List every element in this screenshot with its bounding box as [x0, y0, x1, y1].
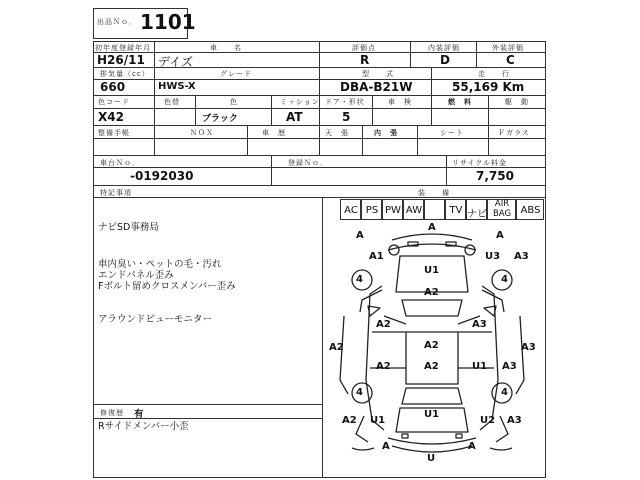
chassis-label: 車台Ｎｏ．: [100, 159, 140, 167]
mark-u3: U3: [485, 251, 501, 262]
nox-label: ＮＯＸ: [190, 129, 214, 137]
equip-pw: PW: [385, 205, 401, 216]
remark-line-3: エンドパネル歪み: [98, 270, 174, 281]
grade-label: グレード: [220, 70, 252, 78]
equip-ps: PS: [365, 205, 379, 216]
mark-a3-right-door-front: A3: [472, 319, 487, 330]
registration-label: 登録Ｎｏ．: [288, 159, 328, 167]
grade-value: HWS-X: [158, 81, 196, 92]
interior-label: 内装評価: [428, 44, 460, 52]
equipment-label: 装 備: [418, 189, 450, 197]
mark-a2-left-door-front: A2: [376, 319, 391, 330]
exterior-label: 外装評価: [492, 44, 524, 52]
mark-u1-right-door-rear: U1: [472, 361, 488, 372]
mark-rear-center: U: [427, 453, 436, 464]
color-no-label: 色替: [164, 98, 180, 106]
remark-line-2: 車内臭い・ペットの毛・汚れ: [98, 259, 222, 270]
door-shape-label: ドア・形状: [325, 98, 365, 106]
mark-a2-hood: A2: [424, 287, 439, 298]
mileage-label: 走 行: [478, 70, 510, 78]
service-book-label: 整備手帳: [98, 129, 130, 137]
repair-note: Rサイドメンバー小歪: [98, 421, 189, 432]
mark-front-right: A: [496, 230, 504, 241]
interior-grade: D: [440, 53, 450, 67]
lot-number: 1101: [140, 10, 196, 34]
year-value: H26/11: [97, 53, 145, 67]
mark-a3-right-outer: A3: [521, 342, 536, 353]
mark-a3-right-rear: A3: [502, 361, 517, 372]
lot-label: 出品Ｎｏ．: [97, 18, 137, 26]
fuel-label: 燃 料: [448, 98, 472, 106]
color-code-label: 色コード: [98, 98, 130, 106]
equip-airbag: AIR BAG: [492, 199, 512, 219]
name-value: デイズ: [158, 55, 194, 69]
equip-ac: AC: [344, 205, 358, 216]
mark-tire-fl: 4: [356, 274, 363, 285]
remarks-label: 特記事項: [100, 189, 132, 197]
model-label: 型 式: [362, 70, 394, 78]
roof-label: 天 張: [325, 129, 349, 137]
mark-a2-left-lower: A2: [342, 415, 357, 426]
seat-label: シート: [440, 129, 464, 137]
mileage-value: 55,169 Km: [452, 80, 525, 94]
mark-a2-left-outer: A2: [329, 342, 344, 353]
interior-trim-label: 内 張: [374, 129, 398, 137]
transmission-value: AT: [286, 110, 303, 124]
remark-line-4: Fボルト留めクロスメンバー歪み: [98, 281, 236, 292]
equip-tv: TV: [449, 205, 463, 216]
mark-a2-rear-left: A2: [424, 361, 439, 372]
mark-rear-left: A: [382, 441, 390, 452]
mark-u2-rear-right: U2: [480, 415, 496, 426]
mark-front-left: A: [356, 230, 364, 241]
mark-a1: A1: [369, 251, 384, 262]
year-label: 初年度登録年月: [95, 44, 151, 52]
transmission-label: ミッション: [280, 98, 320, 106]
mark-u1-hood: U1: [424, 265, 440, 276]
mark-a2-roof: A2: [424, 340, 439, 351]
mark-u1-trunk: U1: [424, 409, 440, 420]
glass-label: Ｆガラス: [498, 129, 530, 137]
mark-u1-rear-left: U1: [370, 415, 386, 426]
doors-value: 5: [342, 110, 351, 124]
mark-tire-fr: 4: [501, 274, 508, 285]
mark-a3-front-right: A3: [514, 251, 529, 262]
mark-a3-rear-right: A3: [507, 415, 522, 426]
mark-a2-left-door-rear: A2: [376, 361, 391, 372]
equip-navi: ナビ: [467, 209, 487, 220]
equip-aw: AW: [405, 205, 423, 216]
repair-history-value: 有: [134, 409, 144, 420]
repair-label: 修復歴: [100, 409, 124, 417]
chassis-value: -0192030: [130, 169, 194, 183]
history-label: 車 歴: [262, 129, 286, 137]
mark-front-center: A: [428, 222, 436, 233]
remark-line-1: ナビSD事務局: [98, 222, 159, 233]
color-value: ブラック: [202, 114, 238, 124]
model-value: DBA-B21W: [340, 80, 413, 94]
inspection-label: 車 検: [388, 98, 412, 106]
mark-tire-rr: 4: [501, 387, 508, 398]
mark-tire-rl: 4: [356, 387, 363, 398]
remark-line-5: アラウンドビューモニター: [98, 314, 213, 325]
displacement-label: 排気量（cc）: [100, 70, 150, 78]
score-value: R: [360, 53, 370, 67]
color-code-value: X42: [98, 110, 124, 124]
recycle-label: リサイクル料金: [452, 159, 508, 167]
name-label: 車 名: [210, 44, 242, 52]
mark-rear-right: A: [468, 441, 476, 452]
equip-abs: ABS: [520, 205, 541, 216]
color-label: 色: [230, 98, 238, 106]
exterior-grade: C: [506, 53, 515, 67]
score-label: 評価点: [352, 44, 376, 52]
recycle-value: 7,750: [476, 169, 514, 183]
drive-label: 駆 動: [505, 98, 529, 106]
displacement-value: 660: [100, 80, 126, 94]
